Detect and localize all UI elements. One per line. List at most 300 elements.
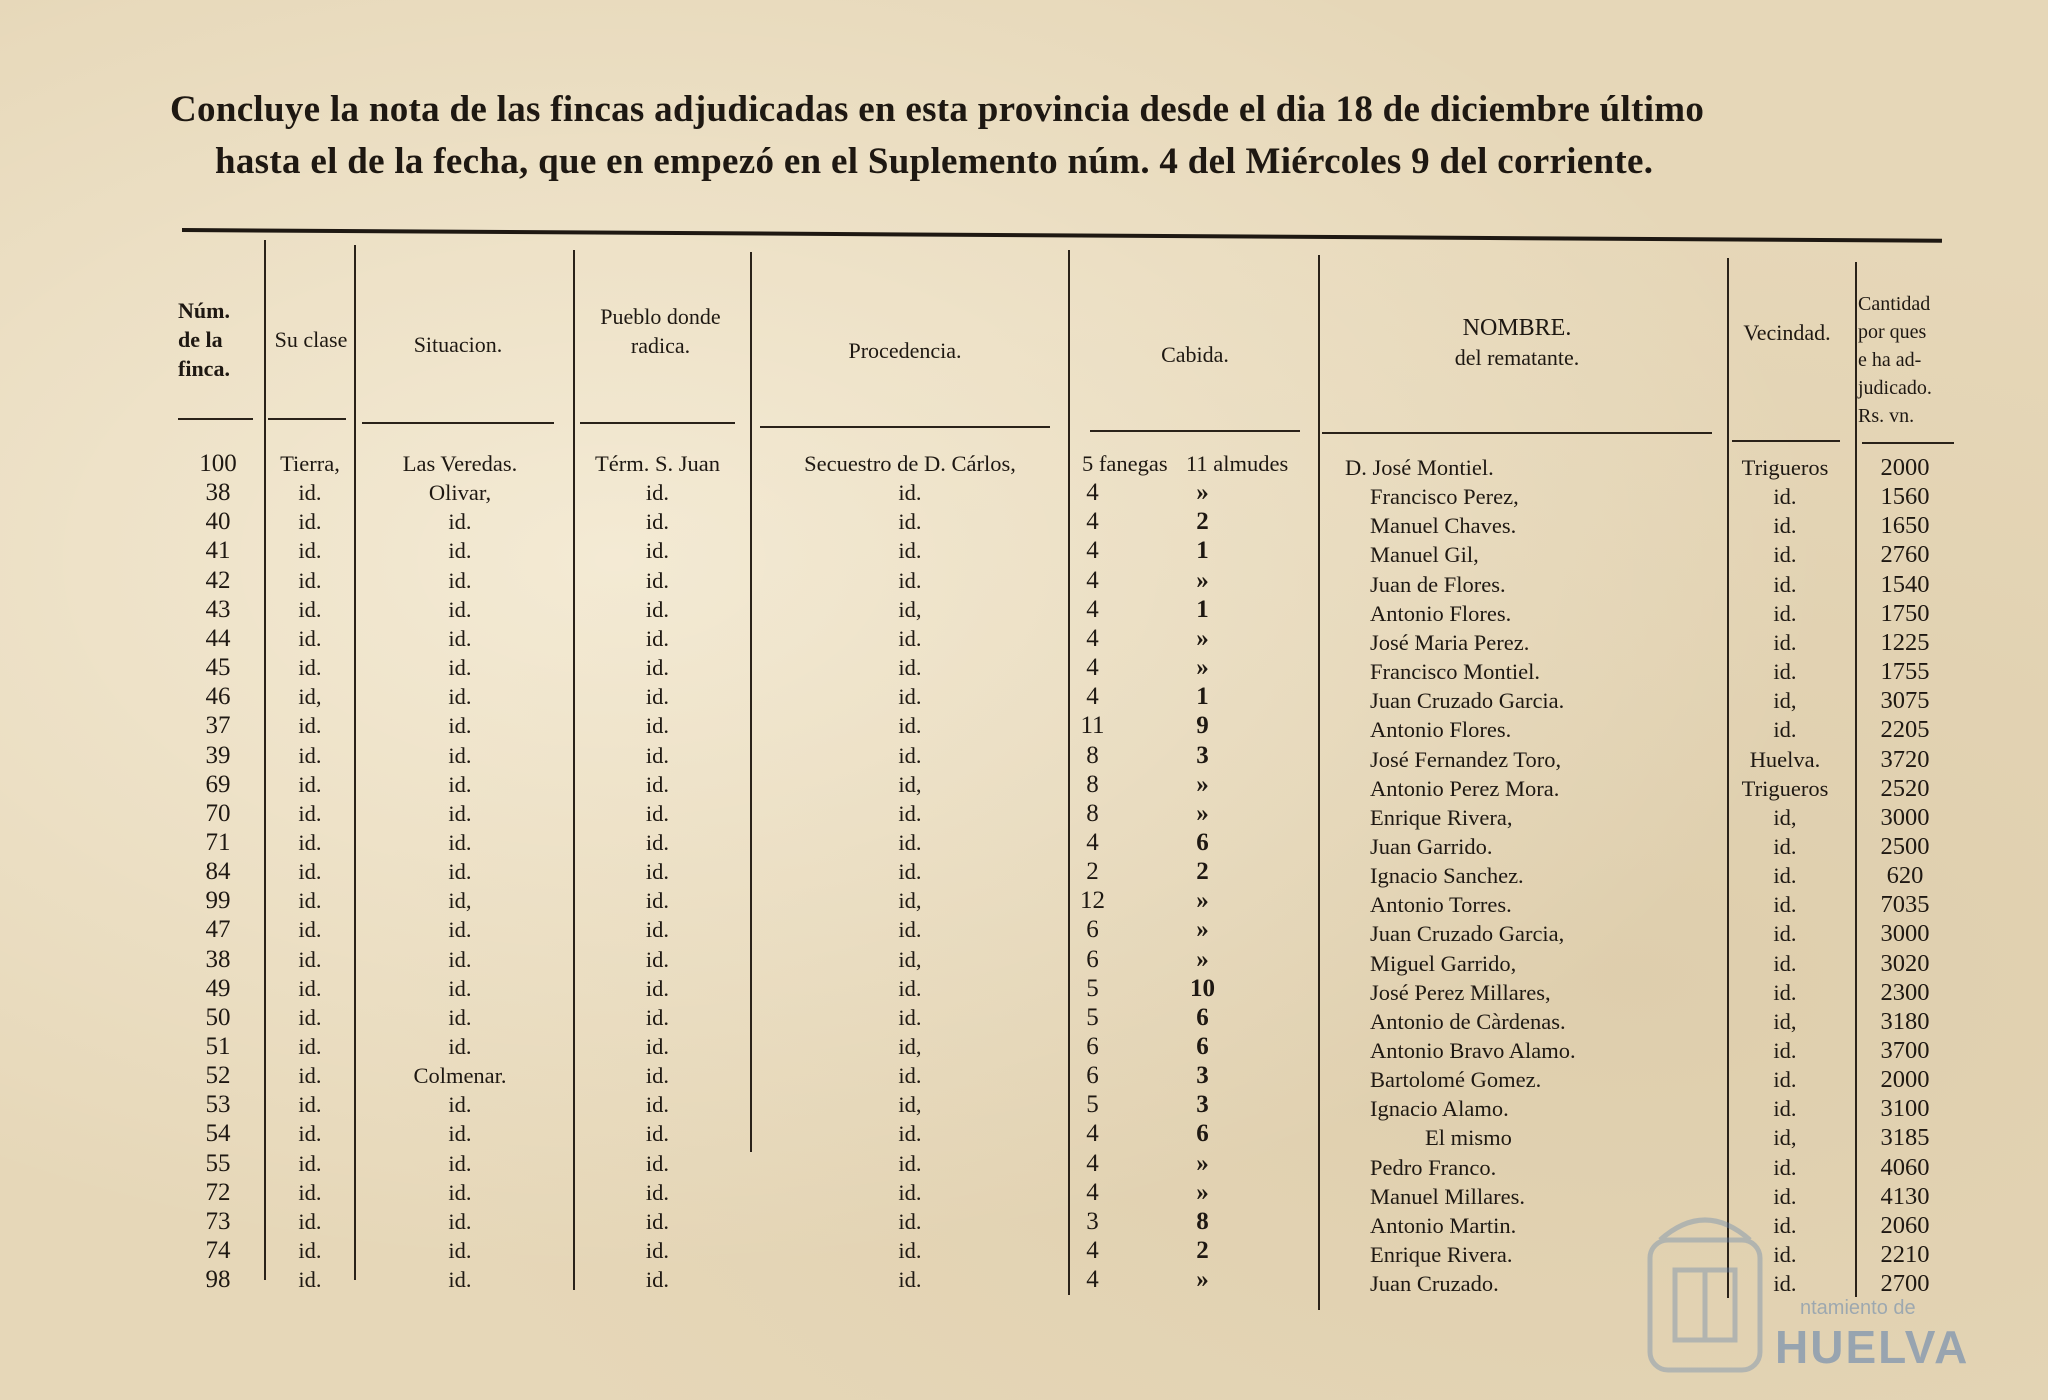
row-situacion: id. [448, 713, 472, 739]
row-cabida-almudes: » [1196, 945, 1209, 973]
row-situacion: id. [448, 1121, 472, 1147]
row-num: 70 [205, 799, 231, 827]
row-nombre: Antonio Martin. [1370, 1212, 1517, 1238]
header-nombre: NOMBRE. del rematante. [1454, 315, 1580, 370]
row-vecindad: id. [1773, 629, 1797, 655]
row-cantidad: 3020 [1880, 949, 1930, 977]
row-vecindad: id. [1773, 979, 1797, 1005]
row-num: 98 [205, 1266, 231, 1294]
row-cabida-fanegas: 4 [1086, 595, 1099, 623]
row-nombre: Juan Cruzado Garcia, [1370, 921, 1565, 947]
row-cantidad: 1650 [1880, 512, 1930, 540]
row-procedencia: id. [898, 684, 922, 710]
row-cabida-almudes: » [1196, 1178, 1209, 1206]
row-nombre: Miguel Garrido, [1370, 950, 1517, 976]
row-pueblo: id. [645, 771, 670, 797]
row-procedencia: id. [898, 625, 922, 651]
row-cabida-fanegas: 4 [1086, 1266, 1099, 1294]
watermark-text: HUELVA [1775, 1321, 1970, 1373]
row-cabida-fanegas: 2 [1086, 858, 1099, 886]
row-cantidad: 2210 [1880, 1241, 1930, 1269]
row-clase: id. [298, 567, 322, 593]
row-num: 54 [205, 1120, 231, 1148]
row-situacion: id. [448, 946, 472, 972]
row-procedencia: id, [898, 771, 922, 797]
row-cabida-almudes: » [1196, 916, 1209, 944]
row-cabida-fanegas: 4 [1086, 508, 1099, 536]
row-cabida-fanegas: 4 [1086, 566, 1099, 594]
row-situacion: id. [448, 1179, 472, 1205]
row-clase: id. [298, 946, 322, 972]
row-num: 38 [205, 945, 231, 973]
row-vecindad: id. [1773, 717, 1797, 743]
row-cantidad: 2500 [1880, 832, 1930, 860]
row-cabida-fanegas: 12 [1080, 887, 1105, 915]
row-pueblo: id. [645, 1092, 670, 1118]
row-cabida-almudes: » [1196, 1266, 1209, 1294]
row-cabida-almudes: 6 [1196, 1120, 1209, 1148]
row-nombre: José Perez Millares, [1370, 979, 1551, 1005]
row-procedencia: id. [898, 917, 922, 943]
row-pueblo: id. [645, 1121, 670, 1147]
row-vecindad: id. [1773, 513, 1797, 539]
row-cabida-fanegas: 11 [1080, 712, 1105, 740]
row-procedencia: id. [898, 1063, 922, 1089]
row-cantidad: 3100 [1880, 1095, 1930, 1123]
row-num: 99 [205, 887, 231, 915]
row-situacion: id. [448, 859, 472, 885]
row-clase: id. [298, 1150, 322, 1176]
row-pueblo: id. [645, 1267, 670, 1293]
row-cantidad: 3180 [1880, 1007, 1930, 1035]
row-cantidad: 1225 [1880, 628, 1930, 656]
header-num-finca: Núm. de la finca. [178, 298, 230, 381]
row-clase: id. [298, 1208, 322, 1234]
row-num: 74 [205, 1237, 231, 1265]
page-title-line-2: hasta el de la fecha, que en empezó en el Suplemento núm. 4 del Miércoles 9 del corriente. [215, 141, 1654, 182]
row-cabida-fanegas: 4 [1086, 537, 1099, 565]
row-procedencia: id, [898, 1092, 922, 1118]
row-cabida-almudes: 2 [1196, 858, 1209, 886]
row-cantidad: 4130 [1880, 1182, 1930, 1210]
row-procedencia: id. [898, 567, 922, 593]
row-cantidad: 620 [1886, 862, 1924, 890]
row-cabida-almudes: 10 [1190, 974, 1215, 1002]
row-cabida-fanegas: 6 [1086, 1062, 1099, 1090]
row-vecindad: id, [1773, 1125, 1797, 1151]
row-cabida-almudes: 8 [1196, 1207, 1209, 1235]
row-cabida-almudes: 11 almudes [1186, 451, 1289, 476]
row-cantidad: 3075 [1880, 687, 1930, 715]
row-nombre: Manuel Chaves. [1370, 513, 1517, 539]
row-cabida-almudes: 3 [1196, 1091, 1209, 1119]
row-pueblo: id. [645, 538, 670, 564]
row-cabida-fanegas: 6 [1086, 916, 1099, 944]
header-vecindad: Vecindad. [1743, 320, 1831, 345]
row-situacion: id. [448, 596, 472, 622]
row-num: 50 [205, 1003, 231, 1031]
row-pueblo: id. [645, 800, 670, 826]
row-situacion: id. [448, 1034, 472, 1059]
row-pueblo: Térm. S. Juan [595, 451, 720, 476]
row-cabida-almudes: » [1196, 654, 1209, 682]
row-vecindad: id. [1773, 659, 1797, 685]
row-clase: id. [298, 509, 322, 535]
row-clase: id. [298, 859, 322, 885]
row-cabida-almudes: » [1196, 479, 1209, 507]
row-pueblo: id. [645, 917, 670, 943]
row-situacion: id. [448, 829, 472, 855]
row-vecindad: id. [1773, 1038, 1797, 1063]
row-procedencia: id, [898, 596, 922, 622]
row-vecindad: id. [1773, 1154, 1797, 1180]
row-cabida-almudes: » [1196, 1149, 1209, 1177]
row-procedencia: id. [898, 713, 922, 739]
row-pueblo: id. [645, 1063, 670, 1089]
row-nombre: Antonio Flores. [1370, 717, 1512, 743]
row-clase: id. [298, 888, 322, 914]
row-nombre: Ignacio Sanchez. [1370, 863, 1524, 889]
row-cabida-fanegas: 8 [1086, 741, 1099, 769]
row-pueblo: id. [645, 625, 670, 651]
row-num: 55 [205, 1149, 231, 1177]
row-cantidad: 3700 [1880, 1037, 1930, 1064]
row-cabida-almudes: 3 [1196, 1062, 1209, 1090]
row-cabida-fanegas: 4 [1086, 624, 1099, 652]
row-cabida-almudes: » [1196, 566, 1209, 594]
row-num: 53 [205, 1091, 231, 1119]
row-situacion: id. [448, 917, 472, 943]
row-vecindad: id. [1773, 833, 1797, 859]
row-num: 72 [205, 1178, 231, 1206]
row-cantidad: 7035 [1880, 891, 1930, 919]
row-cantidad: 1560 [1880, 483, 1930, 511]
row-situacion: Colmenar. [413, 1063, 507, 1089]
header-cantidad: Cantidad por ques e ha ad- judicado. Rs. vn. [1858, 293, 1932, 427]
row-procedencia: id, [898, 946, 922, 972]
row-situacion: id. [448, 1092, 472, 1118]
row-clase: id. [298, 917, 322, 943]
row-nombre: Ignacio Alamo. [1370, 1096, 1509, 1122]
row-vecindad: id. [1773, 892, 1797, 918]
row-cantidad: 2520 [1880, 774, 1930, 802]
row-procedencia: id. [898, 742, 922, 768]
row-procedencia: id. [898, 975, 922, 1001]
row-clase: id. [298, 975, 322, 1001]
row-clase: id. [298, 1267, 322, 1293]
row-clase: id. [298, 1121, 322, 1147]
row-clase: id. [298, 800, 322, 826]
row-clase: id. [298, 1034, 322, 1059]
row-cantidad: 1755 [1880, 658, 1930, 686]
header-cabida: Cabida. [1161, 342, 1229, 367]
row-situacion: id. [448, 1150, 472, 1176]
row-cabida-fanegas: 8 [1086, 799, 1099, 827]
row-clase: id. [298, 1179, 322, 1205]
row-num: 40 [205, 508, 231, 536]
row-pueblo: id. [645, 888, 670, 914]
row-situacion: Las Veredas. [402, 451, 518, 476]
row-nombre: Francisco Perez, [1370, 484, 1519, 510]
row-cantidad: 2700 [1880, 1270, 1930, 1298]
row-cantidad: 3000 [1880, 920, 1930, 948]
row-clase: id. [298, 829, 322, 855]
row-clase: id. [298, 742, 322, 768]
row-cabida-fanegas: 6 [1086, 1033, 1099, 1060]
row-cabida-almudes: 6 [1196, 1033, 1209, 1060]
row-nombre: Enrique Rivera. [1370, 1242, 1513, 1268]
row-pueblo: id. [645, 742, 670, 768]
row-vecindad: id. [1773, 571, 1797, 597]
row-nombre: José Fernandez Toro, [1370, 746, 1562, 772]
row-cabida-fanegas: 5 [1086, 1003, 1099, 1031]
row-num: 43 [205, 595, 231, 623]
row-clase: id. [298, 713, 322, 739]
row-cabida-almudes: 3 [1196, 741, 1209, 769]
row-procedencia: id. [898, 1004, 922, 1030]
row-procedencia: id. [898, 1208, 922, 1234]
row-nombre: Bartolomé Gomez. [1370, 1067, 1542, 1093]
watermark-small-text: ntamiento de [1800, 1297, 1916, 1319]
row-pueblo: id. [645, 1150, 670, 1176]
row-nombre: José Maria Perez. [1370, 629, 1530, 655]
row-clase: id. [298, 771, 322, 797]
row-vecindad: id. [1773, 600, 1797, 626]
row-cabida-fanegas: 4 [1086, 1178, 1099, 1206]
row-procedencia: id. [898, 538, 922, 564]
row-nombre: Manuel Gil, [1370, 542, 1479, 568]
row-cantidad: 2060 [1880, 1211, 1930, 1239]
row-vecindad: id. [1773, 950, 1797, 976]
row-cabida-fanegas: 6 [1086, 945, 1099, 973]
row-nombre: Francisco Montiel. [1370, 659, 1540, 685]
row-vecindad: id, [1773, 804, 1797, 830]
header-su-clase: Su clase [274, 327, 348, 352]
row-nombre: Antonio Perez Mora. [1370, 775, 1560, 801]
row-num: 39 [205, 741, 231, 769]
row-vecindad: id. [1773, 1271, 1797, 1297]
row-clase: id. [298, 1004, 322, 1030]
row-situacion: id. [448, 567, 472, 593]
row-pueblo: id. [645, 509, 670, 535]
row-pueblo: id. [645, 713, 670, 739]
row-procedencia: Secuestro de D. Cárlos, [804, 451, 1016, 476]
row-situacion: id. [448, 655, 472, 681]
row-cantidad: 2000 [1880, 1066, 1930, 1094]
row-procedencia: id. [898, 800, 922, 826]
row-situacion: id. [448, 742, 472, 768]
row-pueblo: id. [645, 1004, 670, 1030]
row-vecindad: id. [1773, 542, 1797, 568]
row-cabida-fanegas: 5 fanegas [1082, 451, 1168, 476]
row-cabida-fanegas: 4 [1086, 1237, 1099, 1265]
row-procedencia: id. [898, 829, 922, 855]
row-vecindad: id. [1773, 921, 1797, 947]
row-nombre: Juan Cruzado. [1370, 1271, 1499, 1297]
row-cantidad: 1750 [1880, 599, 1930, 627]
row-num: 100 [199, 450, 237, 477]
row-situacion: id. [448, 684, 472, 710]
row-cabida-fanegas: 4 [1086, 1149, 1099, 1177]
row-pueblo: id. [645, 1179, 670, 1205]
row-pueblo: id. [645, 655, 670, 681]
row-cabida-almudes: » [1196, 887, 1209, 915]
row-situacion: Olivar, [428, 480, 492, 506]
row-situacion: id. [448, 1208, 472, 1234]
row-procedencia: id. [898, 509, 922, 535]
row-situacion: id. [448, 771, 472, 797]
row-pueblo: id. [645, 684, 670, 710]
row-nombre: Juan Garrido. [1370, 833, 1493, 859]
row-cabida-fanegas: 4 [1086, 479, 1099, 507]
row-situacion: id. [448, 1004, 472, 1030]
row-nombre: El mismo [1425, 1125, 1512, 1151]
row-cantidad: 2760 [1880, 541, 1930, 569]
row-cabida-almudes: 2 [1196, 1237, 1209, 1265]
row-nombre: Juan de Flores. [1370, 571, 1506, 597]
row-procedencia: id. [898, 859, 922, 885]
row-cantidad: 2300 [1880, 978, 1930, 1006]
row-cabida-almudes: » [1196, 799, 1209, 827]
row-cabida-almudes: 1 [1196, 683, 1209, 711]
header-situacion: Situacion. [413, 332, 503, 357]
row-clase: id. [298, 1238, 322, 1264]
row-num: 84 [205, 858, 231, 886]
row-cantidad: 2205 [1880, 716, 1930, 744]
page-title-line-1: Concluye la nota de las fincas adjudicadas en esta provincia desde el dia 18 de diciembre último [170, 89, 1705, 130]
row-cabida-fanegas: 5 [1086, 1091, 1099, 1119]
row-vecindad: Huelva. [1749, 746, 1821, 772]
row-clase: id. [298, 625, 322, 651]
row-cabida-fanegas: 4 [1086, 683, 1099, 711]
row-procedencia: id. [898, 655, 922, 681]
row-cabida-fanegas: 3 [1086, 1207, 1099, 1235]
row-num: 51 [205, 1033, 231, 1060]
row-nombre: Pedro Franco. [1370, 1154, 1497, 1180]
row-cabida-fanegas: 4 [1086, 654, 1099, 682]
row-nombre: Antonio Flores. [1370, 600, 1512, 626]
row-cabida-almudes: 1 [1196, 595, 1209, 623]
row-cantidad: 4060 [1880, 1153, 1930, 1181]
row-situacion: id. [448, 538, 472, 564]
row-clase: id, [298, 684, 322, 710]
row-cabida-almudes: 9 [1196, 712, 1209, 740]
row-vecindad: id. [1773, 1096, 1797, 1122]
row-nombre: D. José Montiel. [1345, 455, 1494, 480]
row-num: 52 [205, 1062, 231, 1090]
row-procedencia: id. [898, 1267, 922, 1293]
row-vecindad: id, [1773, 1008, 1797, 1034]
row-cabida-almudes: 2 [1196, 508, 1209, 536]
row-clase: id. [298, 1092, 322, 1118]
row-num: 44 [205, 624, 231, 652]
row-situacion: id. [448, 975, 472, 1001]
row-pueblo: id. [645, 480, 670, 506]
row-nombre: Antonio Torres. [1370, 892, 1512, 918]
row-num: 37 [205, 712, 231, 740]
row-vecindad: Trigueros [1741, 455, 1829, 480]
row-num: 46 [205, 683, 231, 711]
row-nombre: Juan Cruzado Garcia. [1370, 688, 1565, 714]
row-situacion: id. [448, 625, 472, 651]
row-procedencia: id, [898, 888, 922, 914]
row-pueblo: id. [645, 596, 670, 622]
row-clase: id. [298, 1063, 322, 1089]
row-cabida-almudes: 6 [1196, 828, 1209, 856]
row-cabida-fanegas: 5 [1086, 974, 1099, 1002]
row-procedencia: id. [898, 480, 922, 506]
row-procedencia: id. [898, 1121, 922, 1147]
row-pueblo: id. [645, 829, 670, 855]
header-pueblo: Pueblo donde radica. [600, 304, 721, 358]
row-nombre: Antonio Bravo Alamo. [1370, 1038, 1576, 1063]
row-vecindad: id. [1773, 1067, 1797, 1093]
row-situacion: id. [448, 1238, 472, 1264]
row-pueblo: id. [645, 946, 670, 972]
row-vecindad: Trigueros [1741, 775, 1829, 801]
row-pueblo: id. [645, 1208, 670, 1234]
row-nombre: Enrique Rivera, [1370, 804, 1513, 830]
row-clase: Tierra, [280, 451, 340, 476]
row-vecindad: id, [1773, 688, 1797, 714]
row-num: 69 [205, 770, 231, 798]
row-num: 49 [205, 974, 231, 1002]
row-cabida-fanegas: 4 [1086, 828, 1099, 856]
header-procedencia: Procedencia. [848, 338, 962, 363]
row-cantidad: 3000 [1880, 803, 1930, 831]
row-cabida-almudes: 1 [1196, 537, 1209, 565]
row-procedencia: id. [898, 1179, 922, 1205]
row-situacion: id. [448, 1267, 472, 1293]
row-pueblo: id. [645, 567, 670, 593]
row-vecindad: id. [1773, 863, 1797, 889]
row-vecindad: id. [1773, 1183, 1797, 1209]
row-num: 73 [205, 1207, 231, 1235]
row-pueblo: id. [645, 1034, 670, 1059]
row-cabida-almudes: 6 [1196, 1003, 1209, 1031]
row-cantidad: 3720 [1880, 745, 1930, 773]
row-cantidad: 2000 [1880, 454, 1930, 481]
row-clase: id. [298, 655, 322, 681]
row-cabida-fanegas: 4 [1086, 1120, 1099, 1148]
row-num: 38 [205, 479, 231, 507]
row-num: 42 [205, 566, 231, 594]
row-procedencia: id. [898, 1238, 922, 1264]
row-cantidad: 3185 [1880, 1124, 1930, 1152]
row-nombre: Manuel Millares. [1370, 1183, 1525, 1209]
row-num: 45 [205, 654, 231, 682]
row-num: 41 [205, 537, 231, 565]
row-pueblo: id. [645, 975, 670, 1001]
row-num: 47 [205, 916, 231, 944]
row-pueblo: id. [645, 1238, 670, 1264]
row-situacion: id. [448, 509, 472, 535]
row-num: 71 [205, 828, 231, 856]
row-cantidad: 1540 [1880, 570, 1930, 598]
row-clase: id. [298, 538, 322, 564]
row-vecindad: id. [1773, 1212, 1797, 1238]
row-vecindad: id. [1773, 1242, 1797, 1268]
row-clase: id. [298, 480, 322, 506]
row-pueblo: id. [645, 859, 670, 885]
row-vecindad: id. [1773, 484, 1797, 510]
row-clase: id. [298, 596, 322, 622]
row-situacion: id, [448, 888, 472, 914]
row-nombre: Antonio de Càrdenas. [1370, 1008, 1566, 1034]
row-procedencia: id. [898, 1150, 922, 1176]
row-cabida-almudes: » [1196, 770, 1209, 798]
row-procedencia: id, [898, 1034, 922, 1059]
